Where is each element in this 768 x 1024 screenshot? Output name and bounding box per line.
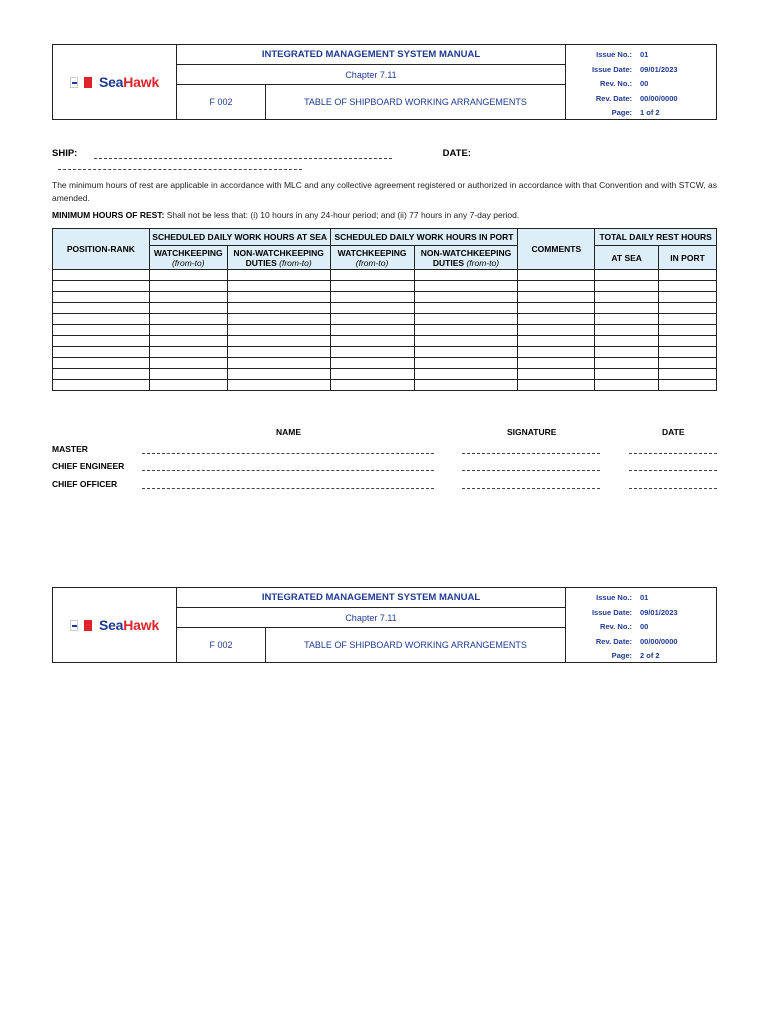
- signature-row-chief-engineer: [52, 461, 717, 475]
- table-cell[interactable]: [659, 270, 717, 281]
- meta-value: 00: [640, 79, 649, 88]
- table-cell[interactable]: [518, 314, 595, 325]
- logo-cell: [53, 45, 177, 119]
- table-cell[interactable]: [53, 303, 150, 314]
- table-cell[interactable]: [595, 336, 659, 347]
- table-cell[interactable]: [330, 314, 414, 325]
- col-in-port: IN PORT: [659, 246, 717, 270]
- table-cell[interactable]: [227, 369, 330, 380]
- table-cell[interactable]: [518, 369, 595, 380]
- chapter: Chapter 7.11: [177, 65, 565, 85]
- table-cell[interactable]: [53, 336, 150, 347]
- name-line[interactable]: [142, 461, 434, 471]
- meta-label: Issue Date:: [591, 64, 632, 74]
- table-cell[interactable]: [518, 303, 595, 314]
- brand-hawk: Hawk: [123, 617, 160, 633]
- table-cell[interactable]: [414, 270, 518, 281]
- table-cell[interactable]: [414, 325, 518, 336]
- table-cell[interactable]: [595, 325, 659, 336]
- table-cell[interactable]: [414, 347, 518, 358]
- table-cell[interactable]: [149, 303, 227, 314]
- table-cell[interactable]: [659, 358, 717, 369]
- sig-row-label: CHIEF ENGINEER: [52, 461, 125, 471]
- ship-field[interactable]: [94, 149, 392, 159]
- table-cell[interactable]: [518, 270, 595, 281]
- form-title: TABLE OF SHIPBOARD WORKING ARRANGEMENTS: [304, 640, 527, 650]
- form-code: F 002: [177, 628, 266, 662]
- min-rest-label: MINIMUM HOURS OF REST:: [52, 210, 165, 220]
- brand-sea: Sea: [98, 74, 124, 90]
- col-position-rank: POSITION-RANK: [53, 229, 150, 270]
- table-cell[interactable]: [330, 347, 414, 358]
- date-label: DATE:: [442, 148, 471, 159]
- table-cell[interactable]: [414, 281, 518, 292]
- table-cell[interactable]: [330, 292, 414, 303]
- table-row: [53, 270, 717, 281]
- table-cell[interactable]: [53, 281, 150, 292]
- table-cell[interactable]: [595, 369, 659, 380]
- page1-header: [52, 44, 717, 120]
- table-cell[interactable]: [53, 358, 150, 369]
- meta-label: Rev. Date:: [595, 93, 632, 103]
- doc-meta: [566, 45, 716, 119]
- name-line[interactable]: [142, 444, 434, 454]
- meta-value: 00/00/0000: [640, 93, 678, 103]
- signature-line[interactable]: [462, 479, 600, 489]
- table-cell[interactable]: [149, 336, 227, 347]
- table-cell[interactable]: [659, 325, 717, 336]
- table-cell[interactable]: [518, 336, 595, 347]
- table-row: [53, 347, 717, 358]
- table-cell[interactable]: [330, 336, 414, 347]
- table-cell[interactable]: [149, 325, 227, 336]
- table-cell[interactable]: [595, 314, 659, 325]
- group-total-rest: TOTAL DAILY REST HOURS: [595, 229, 717, 246]
- col-at-sea: AT SEA: [595, 246, 659, 270]
- table-cell[interactable]: [227, 292, 330, 303]
- table-cell[interactable]: [227, 281, 330, 292]
- signature-row-chief-officer: [52, 479, 717, 493]
- table-cell[interactable]: [595, 347, 659, 358]
- table-cell[interactable]: [659, 303, 717, 314]
- seahawk-logo: [70, 617, 159, 633]
- seahawk-logo: [70, 74, 159, 90]
- table-cell[interactable]: [330, 270, 414, 281]
- table-cell[interactable]: [227, 314, 330, 325]
- table-row: [53, 358, 717, 369]
- table-cell[interactable]: [518, 347, 595, 358]
- table-cell[interactable]: [595, 292, 659, 303]
- table-row: [53, 325, 717, 336]
- sig-col-signature: SIGNATURE: [507, 427, 557, 437]
- table-cell[interactable]: [149, 347, 227, 358]
- table-cell[interactable]: [595, 380, 659, 391]
- group-port: SCHEDULED DAILY WORK HOURS IN PORT: [330, 229, 518, 246]
- table-cell[interactable]: [53, 270, 150, 281]
- table-cell[interactable]: [227, 270, 330, 281]
- table-cell[interactable]: [149, 314, 227, 325]
- table-row: [53, 369, 717, 380]
- table-cell[interactable]: [227, 380, 330, 391]
- table-cell[interactable]: [414, 358, 518, 369]
- signature-row-master: [52, 444, 717, 458]
- table-cell[interactable]: [518, 358, 595, 369]
- meta-value: 09/01/2023: [640, 607, 678, 617]
- table-cell[interactable]: [659, 369, 717, 380]
- brand-sea: Sea: [98, 617, 124, 633]
- table-row: [53, 336, 717, 347]
- table-cell[interactable]: [149, 270, 227, 281]
- table-cell[interactable]: [414, 380, 518, 391]
- table-row: [53, 380, 717, 391]
- date-line[interactable]: [629, 479, 717, 489]
- table-cell[interactable]: [414, 303, 518, 314]
- meta-label: Rev. No.:: [600, 622, 632, 631]
- date-field[interactable]: [58, 160, 302, 170]
- table-cell[interactable]: [330, 281, 414, 292]
- meta-label: Issue No.:: [596, 593, 632, 602]
- table-cell[interactable]: [227, 347, 330, 358]
- table-cell[interactable]: [659, 314, 717, 325]
- table-cell[interactable]: [414, 336, 518, 347]
- logo-cell: [53, 588, 177, 662]
- signature-line[interactable]: [462, 461, 600, 471]
- table-cell[interactable]: [53, 292, 150, 303]
- date-line[interactable]: [629, 444, 717, 454]
- table-cell[interactable]: [659, 380, 717, 391]
- form-title: TABLE OF SHIPBOARD WORKING ARRANGEMENTS: [304, 97, 527, 107]
- table-cell[interactable]: [659, 347, 717, 358]
- table-cell[interactable]: [330, 325, 414, 336]
- meta-value: 1 of 2: [640, 108, 660, 117]
- meta-value: 2 of 2: [640, 651, 660, 660]
- chapter: Chapter 7.11: [177, 608, 565, 628]
- meta-value: 01: [640, 593, 649, 602]
- table-cell[interactable]: [53, 325, 150, 336]
- table-cell[interactable]: [518, 325, 595, 336]
- table-row: [53, 281, 717, 292]
- min-rest-text: Shall not be less that: (i) 10 hours in any 24-hour period; and (ii) 77 hours in any 7-day period.: [164, 210, 520, 220]
- form-code: F 002: [177, 85, 266, 119]
- sig-row-label: MASTER: [52, 444, 88, 454]
- ship-date-line: [52, 148, 717, 170]
- table-cell[interactable]: [595, 281, 659, 292]
- table-cell[interactable]: [149, 369, 227, 380]
- flag-icon: [70, 620, 94, 631]
- sig-col-name: NAME: [276, 427, 302, 437]
- table-cell[interactable]: [227, 325, 330, 336]
- meta-label: Rev. Date:: [595, 636, 632, 646]
- sea-non-watchkeeping: NON-WATCHKEEPING DUTIES (from-to): [227, 246, 330, 270]
- table-cell[interactable]: [659, 281, 717, 292]
- table-cell[interactable]: [518, 281, 595, 292]
- table-cell[interactable]: [330, 303, 414, 314]
- flag-icon: [70, 77, 94, 88]
- table-cell[interactable]: [595, 358, 659, 369]
- table-row: [53, 314, 717, 325]
- table-cell[interactable]: [595, 270, 659, 281]
- table-cell[interactable]: [149, 358, 227, 369]
- sig-row-label: CHIEF OFFICER: [52, 479, 118, 489]
- page2-header: [52, 587, 717, 663]
- sig-col-date: DATE: [662, 427, 685, 437]
- name-line[interactable]: [142, 479, 434, 489]
- table-cell[interactable]: [330, 380, 414, 391]
- table-cell[interactable]: [518, 292, 595, 303]
- ship-label: SHIP:: [52, 148, 78, 159]
- doc-meta: [566, 588, 716, 662]
- table-cell[interactable]: [149, 292, 227, 303]
- manual-title: INTEGRATED MANAGEMENT SYSTEM MANUAL: [177, 588, 565, 608]
- table-cell[interactable]: [227, 336, 330, 347]
- table-row: [53, 292, 717, 303]
- table-cell[interactable]: [414, 369, 518, 380]
- date-line[interactable]: [629, 461, 717, 471]
- table-cell[interactable]: [227, 303, 330, 314]
- meta-value: 00: [640, 622, 649, 631]
- meta-value: 09/01/2023: [640, 64, 678, 74]
- table-cell[interactable]: [149, 380, 227, 391]
- manual-title: INTEGRATED MANAGEMENT SYSTEM MANUAL: [177, 45, 565, 65]
- meta-label: Rev. No.:: [600, 79, 632, 88]
- table-cell[interactable]: [53, 380, 150, 391]
- table-cell[interactable]: [659, 336, 717, 347]
- meta-value: 01: [640, 50, 649, 59]
- table-cell[interactable]: [227, 358, 330, 369]
- table-cell[interactable]: [53, 369, 150, 380]
- meta-label: Issue Date:: [591, 607, 632, 617]
- signature-line[interactable]: [462, 444, 600, 454]
- group-sea: SCHEDULED DAILY WORK HOURS AT SEA: [149, 229, 330, 246]
- meta-label: Page:: [611, 651, 632, 660]
- rest-hours-paragraph: The minimum hours of rest are applicable in accordance with MLC and any collective agreement registered or authorized in accordance with that Convention and with STCW, as amended.: [52, 180, 717, 203]
- table-row: [53, 303, 717, 314]
- working-arrangements-table: [52, 228, 717, 391]
- table-cell[interactable]: [53, 347, 150, 358]
- min-rest-line: [52, 209, 717, 222]
- table-cell[interactable]: [518, 380, 595, 391]
- sea-watchkeeping: WATCHKEEPING (from-to): [149, 246, 227, 270]
- table-cell[interactable]: [414, 292, 518, 303]
- table-cell[interactable]: [659, 292, 717, 303]
- col-comments: COMMENTS: [518, 229, 595, 270]
- meta-label: Page:: [611, 108, 632, 117]
- port-watchkeeping: WATCHKEEPING (from-to): [330, 246, 414, 270]
- brand-hawk: Hawk: [123, 74, 160, 90]
- table-cell[interactable]: [414, 314, 518, 325]
- table-cell[interactable]: [330, 358, 414, 369]
- table-cell[interactable]: [53, 314, 150, 325]
- table-cell[interactable]: [595, 303, 659, 314]
- port-non-watchkeeping: NON-WATCHKEEPING DUTIES (from-to): [414, 246, 518, 270]
- table-cell[interactable]: [330, 369, 414, 380]
- meta-value: 00/00/0000: [640, 636, 678, 646]
- table-cell[interactable]: [149, 281, 227, 292]
- meta-label: Issue No.:: [596, 50, 632, 59]
